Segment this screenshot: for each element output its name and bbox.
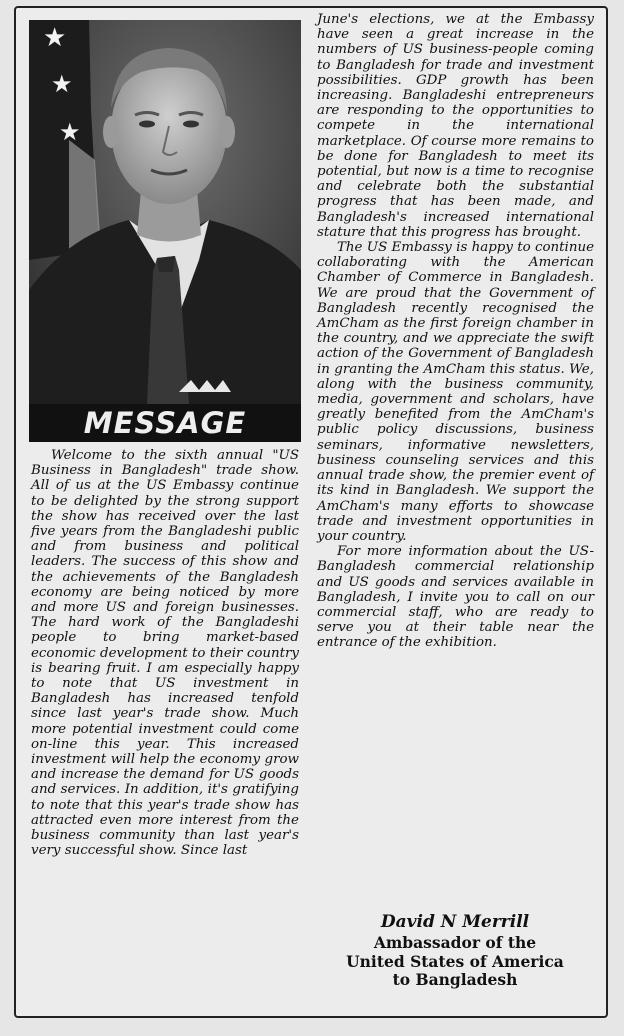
right-column <box>317 12 594 651</box>
signatory-title-line: United States of America <box>346 951 564 971</box>
signatory-name: David N Merrill <box>380 912 530 932</box>
flag-star-icon: ★ <box>51 70 73 98</box>
flag-star-icon: ★ <box>59 118 81 146</box>
portrait-photo <box>29 20 301 404</box>
message-paragraph: The US Embassy is happy to continue collaborating with the American Chamber of Commerce in Bangladesh. We are proud that the Government of Bangladesh recently recognised the AmCham as the first foreign chamber in the country, and we appreciate the swift action of the Government of Bangladesh in granting the AmCham this status. We, along with the business community, media, government and scholars, have greatly benefited from the AmCham's public policy discussions, business seminars, informative newsletters, business counseling services and this annual trade show, the premier event of its kind in Bangladesh. We support the AmCham's many efforts to showcase trade and investment opportunities in your country. <box>317 240 594 544</box>
message-heading: MESSAGE <box>29 404 301 442</box>
message-paragraph: Welcome to the sixth annual "US Business in Bangladesh" trade show. All of us at the US Embassy continue to be delighted by the strong support the show has received over the last five years from the Bangladeshi public and from business and political leaders. The success of this show and the achievements of the Bangladesh economy are being noticed by more and more US and foreign businesses. The hard work of the Bangladeshi people to bring market-based economic development to their country is bearing fruit. I am especially happy to note that US investment in Bangladesh has increased tenfold since last year's trade show. Much more potential investment could come on-line this year. This increased investment will help the economy grow and increase the demand for US goods and services. In addition, it's gratifying to note that this year's trade show has attracted even more interest from the business community than last year's very successful show. Since last <box>31 448 299 859</box>
article-frame <box>14 6 608 1018</box>
message-paragraph: June's elections, we at the Embassy have seen a great increase in the numbers of US business-people coming to Bangladesh for trade and investment possibilities. GDP growth has been increasing. Bangladeshi entrepreneurs are responding to the opportunities to compete in the international marketplace. Of course more remains to be done for Bangladesh to meet its potential, but now is a time to recognise and celebrate both the substantial progress that has been made, and Bangladesh's increased international stature that this progress has brought. <box>317 12 594 240</box>
message-paragraph: For more information about the US-Bangladesh commercial relationship and US goods and services available in Bangladesh, I invite you to call on our commercial staff, who are ready to serve you at their table near the entrance of the exhibition. <box>317 544 594 651</box>
ambassador-portrait <box>29 20 301 404</box>
signatory-title-line: Ambassador of the <box>373 933 537 952</box>
signature-block <box>314 912 596 990</box>
signatory-title-line: to Bangladesh <box>392 970 518 989</box>
left-column <box>31 448 299 858</box>
flag-star-icon: ★ <box>43 23 67 53</box>
